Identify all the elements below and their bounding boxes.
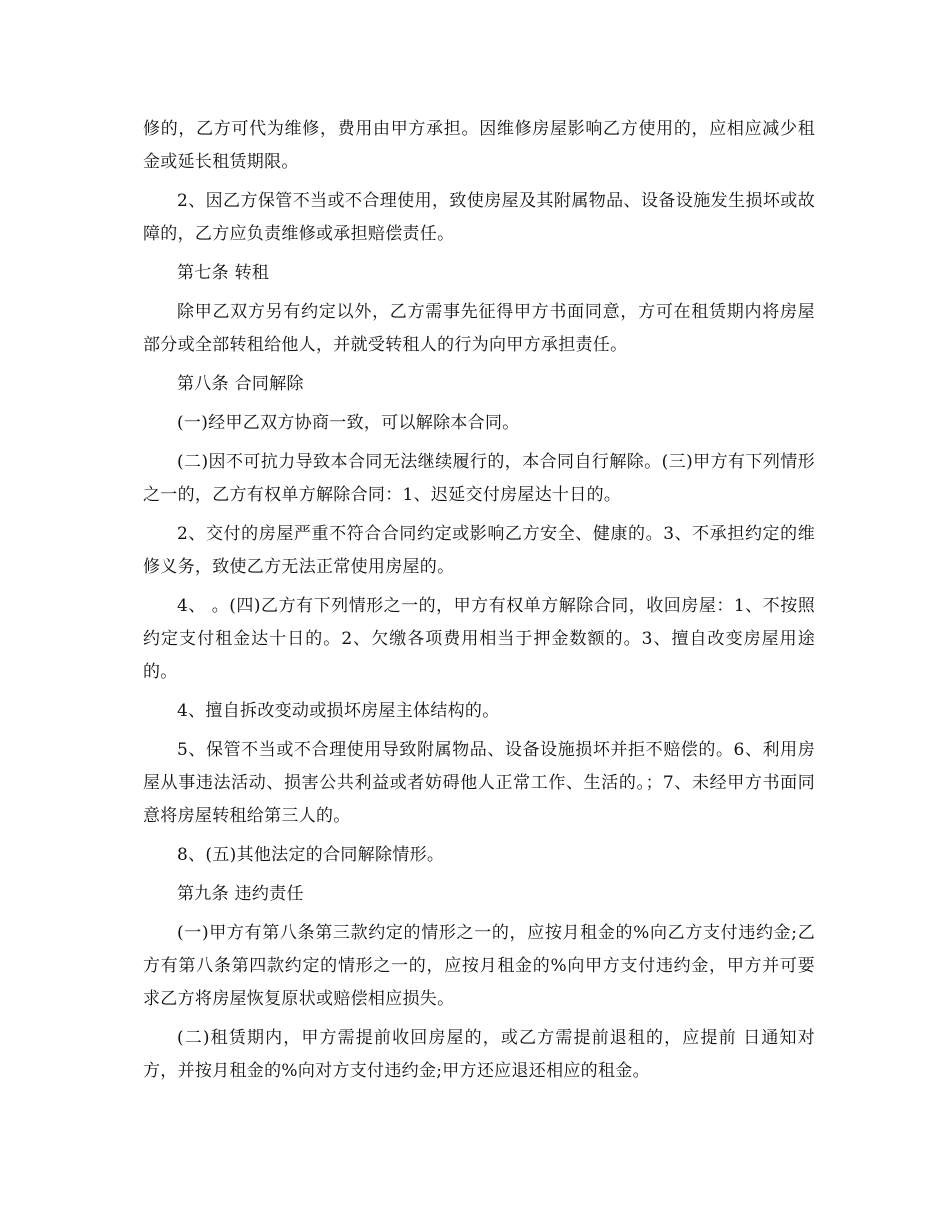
heading-article-9: 第九条 违约责任 [177, 884, 304, 904]
paragraph-termination-5: 4、擅自拆改变动或损坏房屋主体结构的。 [177, 701, 500, 721]
paragraph-liability-2: (二)租赁期内，甲方需提前收回房屋的，或乙方需提前退租的，应提前 日通知对方，并按月租金的%向对方支付违约金;甲方还应退还相应的租金。 [143, 1028, 815, 1081]
heading-article-8: 第八条 合同解除 [177, 374, 304, 394]
paragraph-sublease: 除甲乙双方另有约定以外，乙方需事先征得甲方书面同意，方可在租赁期内将房屋部分或全部转租给他人，并就受转租人的行为向甲方承担责任。 [143, 302, 815, 355]
paragraph-termination-6: 5、保管不当或不合理使用导致附属物品、设备设施损坏并拒不赔偿的。6、利用房屋从事违法活动、损害公共利益或者妨碍他人正常工作、生活的。；7、未经甲方书面同意将房屋转租给第三人的。 [143, 740, 815, 826]
paragraph-continuation: 修的，乙方可代为维修，费用由甲方承担。因维修房屋影响乙方使用的，应相应减少租金或延长租赁期限。 [143, 119, 815, 172]
paragraph-termination-4: 4、 。(四)乙方有下列情形之一的，甲方有权单方解除合同，收回房屋：1、不按照约定支付租金达十日的。2、欠缴各项费用相当于押金数额的。3、擅自改变房屋用途的。 [143, 596, 815, 682]
paragraph-clause-2-damage: 2、因乙方保管不当或不合理使用，致使房屋及其附属物品、设备设施发生损坏或故障的，乙方应负责维修或承担赔偿责任。 [143, 191, 815, 244]
paragraph-termination-7: 8、(五)其他法定的合同解除情形。 [177, 845, 445, 865]
paragraph-termination-2: (二)因不可抗力导致本合同无法继续履行的，本合同自行解除。(三)甲方有下列情形之一的，乙方有权单方解除合同：1、迟延交付房屋达十日的。 [143, 452, 815, 505]
paragraph-termination-3: 2、交付的房屋严重不符合合同约定或影响乙方安全、健康的。3、不承担约定的维修义务，致使乙方无法正常使用房屋的。 [143, 524, 815, 577]
paragraph-termination-1: (一)经甲乙双方协商一致，可以解除本合同。 [177, 413, 520, 433]
document-body [143, 113, 815, 1094]
heading-article-7: 第七条 转租 [177, 263, 270, 283]
paragraph-liability-1: (一)甲方有第八条第三款约定的情形之一的，应按月租金的%向乙方支付违约金;乙方有第八条第四款约定的情形之一的，应按月租金的%向甲方支付违约金，甲方并可要求乙方将房屋恢复原状或赔偿相应损失。 [143, 923, 815, 1009]
